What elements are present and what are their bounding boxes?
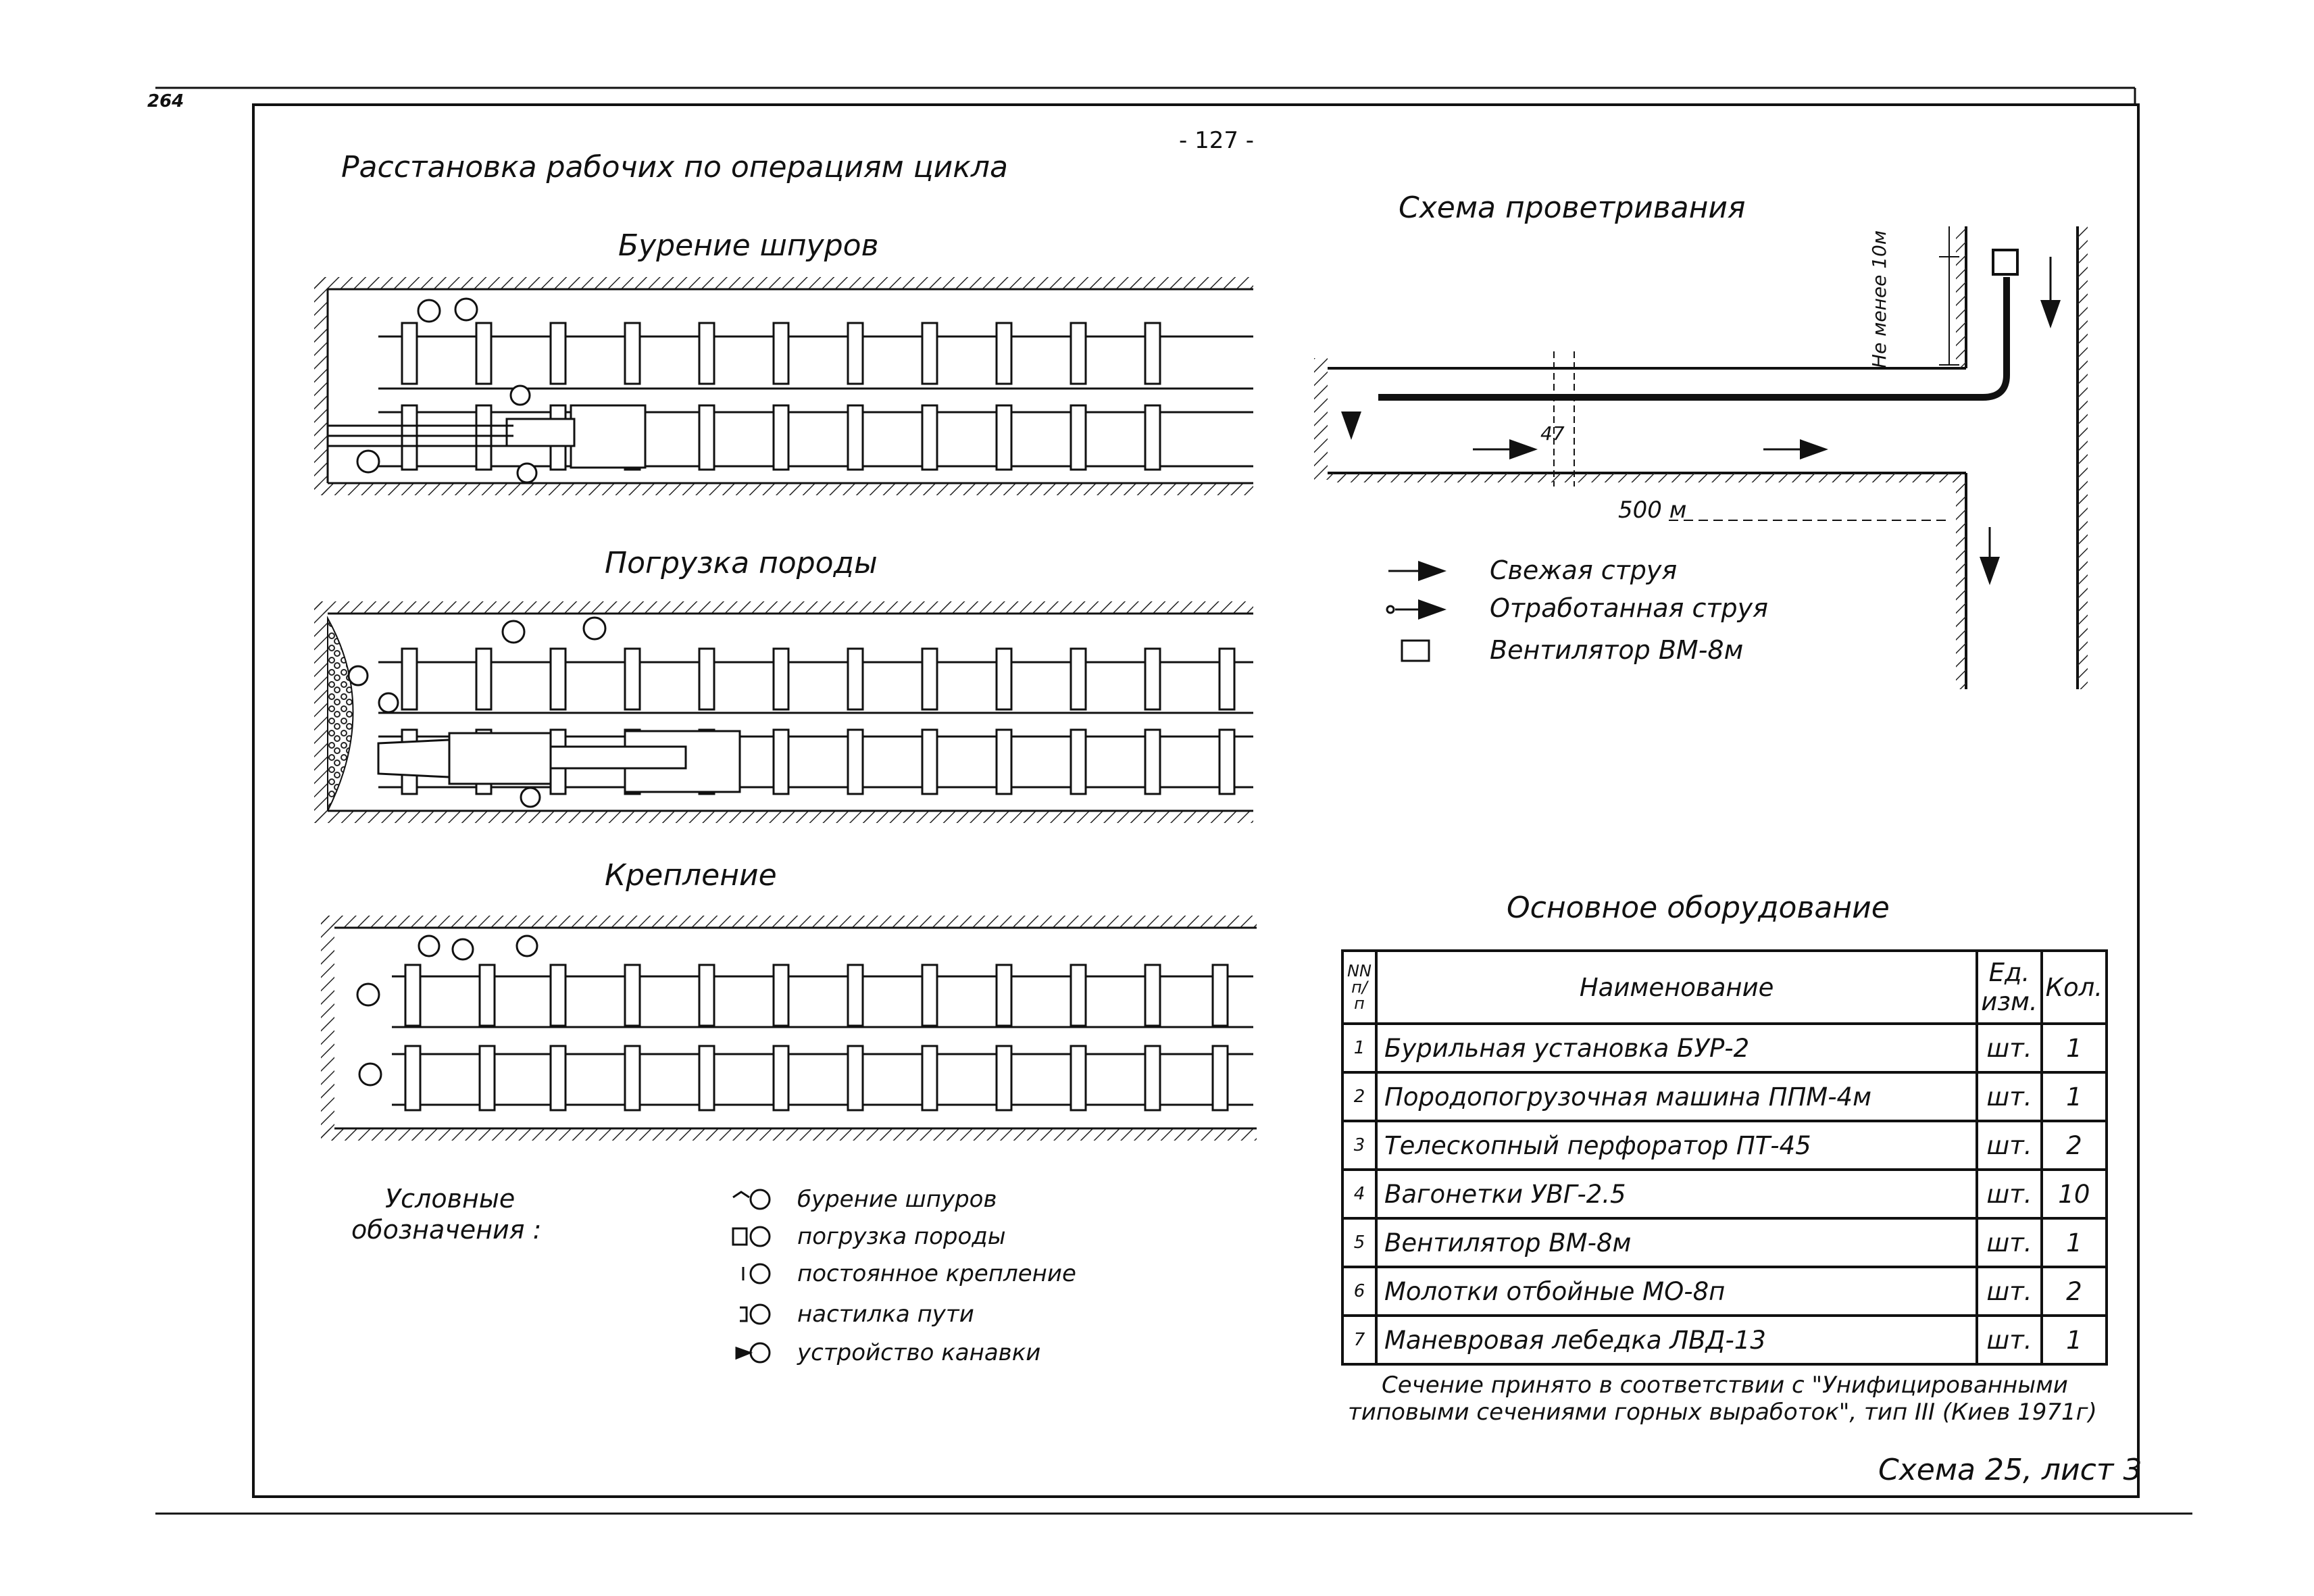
table-row: [1342, 1121, 2107, 1170]
header-unit: Ед. изм.: [1977, 951, 2041, 1024]
legend-title-line1: Условные: [385, 1184, 515, 1214]
table-row: [1342, 1267, 2107, 1316]
row-num: 6: [1342, 1267, 1376, 1316]
note-line2: типовыми сечениями горных выработок", тип III (Киев 1971г): [1348, 1399, 2097, 1426]
legend-title-line2: обозначения :: [351, 1215, 542, 1245]
row-num: 4: [1342, 1170, 1376, 1218]
row-qty: 1: [2042, 1316, 2107, 1364]
row-num: 7: [1342, 1316, 1376, 1364]
row-qty: 2: [2042, 1267, 2107, 1316]
row-unit: шт.: [1977, 1267, 2041, 1316]
row-num: 2: [1342, 1072, 1376, 1121]
equipment-header-row: [1342, 951, 2107, 1024]
equipment-title: Основное оборудование: [1507, 891, 1890, 925]
table-row: [1342, 1072, 2107, 1121]
header-num: NN п/п: [1342, 951, 1376, 1024]
drilling-drift-drawing: [314, 277, 1253, 495]
row-name: Вентилятор ВМ-8м: [1376, 1218, 1977, 1267]
main-title: Расстановка рабочих по операциям цикла: [341, 150, 1008, 184]
table-row: [1342, 1024, 2107, 1072]
vent-legend-exhaust: Отработанная струя: [1490, 593, 1768, 623]
loading-title: Погрузка породы: [605, 546, 878, 580]
row-qty: 1: [2042, 1218, 2107, 1267]
row-name: Вагонетки УВГ-2.5: [1376, 1170, 1977, 1218]
ventilation-title: Схема проветривания: [1399, 191, 1746, 225]
note-line1: Сечение принято в соответствии с "Унифицированными: [1382, 1372, 2068, 1399]
table-row: [1342, 1316, 2107, 1364]
row-num: 5: [1342, 1218, 1376, 1267]
row-num: 3: [1342, 1121, 1376, 1170]
loading-drift-drawing: [314, 601, 1253, 823]
row-qty: 2: [2042, 1121, 2107, 1170]
legend-item: бурение шпуров: [797, 1186, 997, 1213]
vent-legend-fresh: Свежая струя: [1490, 555, 1678, 585]
row-unit: шт.: [1977, 1316, 2041, 1364]
legend-item: погрузка породы: [797, 1223, 1006, 1250]
drilling-title: Бурение шпуров: [618, 228, 879, 263]
sheet-number: - 127 -: [1179, 127, 1255, 154]
row-name: Бурильная установка БУР-2: [1376, 1024, 1977, 1072]
row-unit: шт.: [1977, 1072, 2041, 1121]
header-qty: Кол.: [2042, 951, 2107, 1024]
support-drift-drawing: [321, 916, 1257, 1141]
distance-label: Не менее 10м: [1868, 230, 1890, 368]
row-unit: шт.: [1977, 1121, 2041, 1170]
table-row: [1342, 1218, 2107, 1267]
header-name: Наименование: [1376, 951, 1977, 1024]
break-label: 47: [1540, 422, 1565, 445]
row-unit: шт.: [1977, 1024, 2041, 1072]
legend-symbols: [733, 1190, 770, 1362]
row-name: Молотки отбойные МО-8п: [1376, 1267, 1977, 1316]
row-unit: шт.: [1977, 1170, 2041, 1218]
equipment-table: [1341, 949, 2108, 1366]
row-name: Телескопный перфоратор ПТ-45: [1376, 1121, 1977, 1170]
support-title: Крепление: [605, 858, 777, 893]
legend-item: устройство канавки: [797, 1339, 1041, 1366]
ventilation-legend-symbols: [1387, 571, 1442, 661]
vent-legend-fan: Вентилятор ВМ-8м: [1490, 635, 1744, 665]
legend-item: настилка пути: [797, 1301, 974, 1328]
row-qty: 10: [2042, 1170, 2107, 1218]
length-label: 500 м: [1618, 497, 1687, 524]
row-num: 1: [1342, 1024, 1376, 1072]
legend-item: постоянное крепление: [797, 1260, 1076, 1287]
footer-sheet: Схема 25, лист 3: [1878, 1453, 2142, 1487]
row-unit: шт.: [1977, 1218, 2041, 1267]
row-name: Маневровая лебедка ЛВД-13: [1376, 1316, 1977, 1364]
table-row: [1342, 1170, 2107, 1218]
row-name: Породопогрузочная машина ППМ-4м: [1376, 1072, 1977, 1121]
row-qty: 1: [2042, 1024, 2107, 1072]
row-qty: 1: [2042, 1072, 2107, 1121]
page-number: 264: [147, 91, 184, 111]
